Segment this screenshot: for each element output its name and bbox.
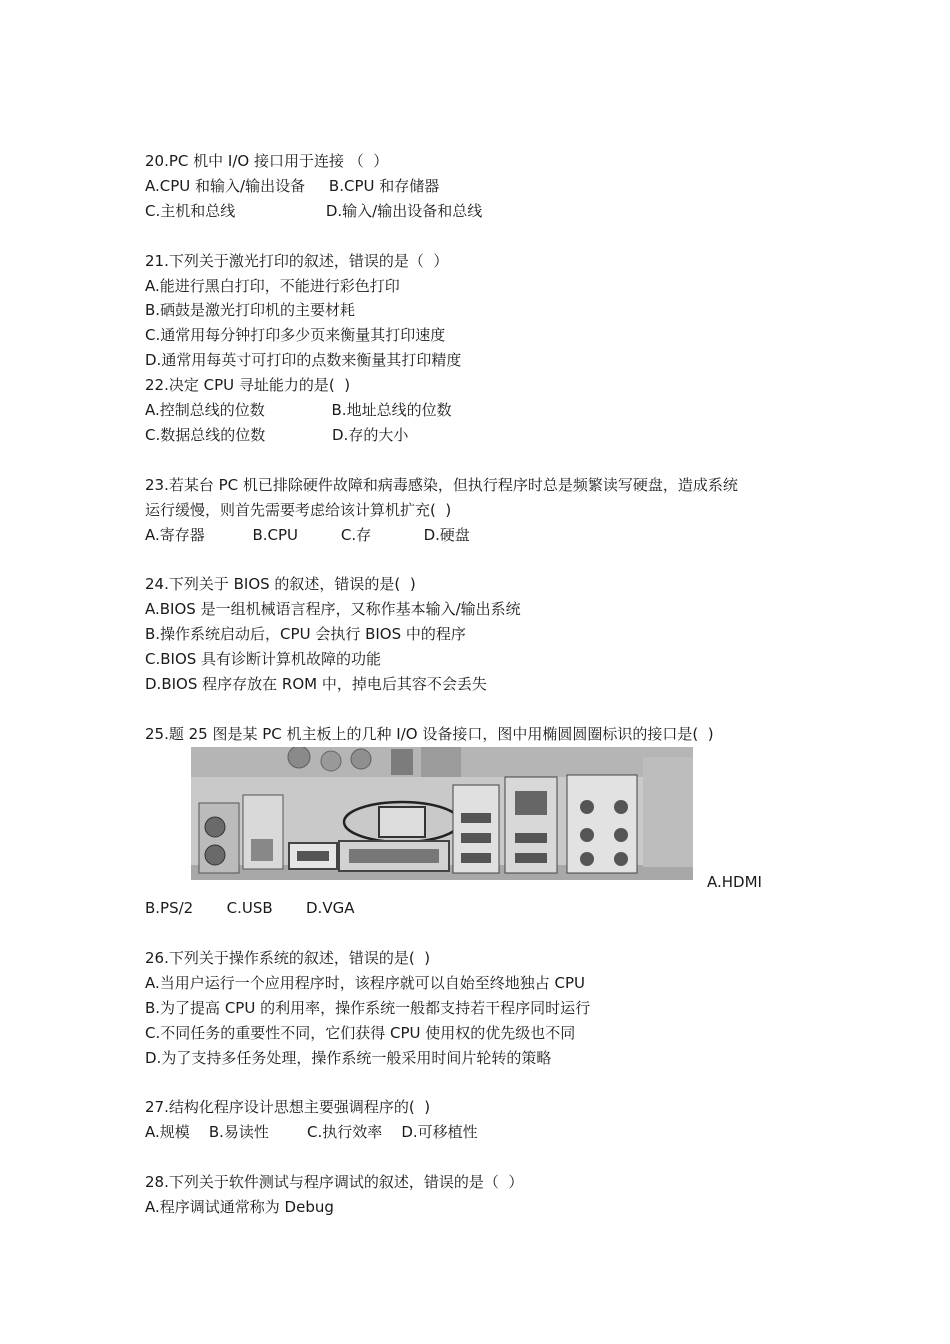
- q23-options: A.寄存器 B.CPU C.存 D.硬盘: [145, 526, 470, 544]
- q26-stem: 26.下列关于操作系统的叙述，错误的是( ): [145, 949, 431, 967]
- q24-stem: 24.下列关于 BIOS 的叙述，错误的是( ): [145, 575, 416, 593]
- q23-stem-line2: 运行缓慢，则首先需要考虑给该计算机扩充( ): [145, 501, 452, 519]
- q21-stem: 21.下列关于激光打印的叙述，错误的是（ ）: [145, 252, 449, 270]
- q26-option-d: D.为了支持多任务处理，操作系统一般采用时间片轮转的策略: [145, 1049, 552, 1067]
- q20-options-row1: A.CPU 和输入/输出设备 B.CPU 和存储器: [145, 177, 440, 195]
- q28-stem: 28.下列关于软件测试与程序调试的叙述，错误的是（ ）: [145, 1173, 524, 1191]
- q24-option-c: C.BIOS 具有诊断计算机故障的功能: [145, 650, 382, 668]
- q21-option-c: C.通常用每分钟打印多少页来衡量其打印速度: [145, 326, 446, 344]
- q24-option-b: B.操作系统启动后，CPU 会执行 BIOS 中的程序: [145, 625, 466, 643]
- q21-option-a: A.能进行黑白打印，不能进行彩色打印: [145, 277, 400, 295]
- q21-option-d: D.通常用每英寸可打印的点数来衡量其打印精度: [145, 351, 462, 369]
- q28-option-a: A.程序调试通常称为 Debug: [145, 1198, 334, 1216]
- q22-options-row1: A.控制总线的位数 B.地址总线的位数: [145, 401, 452, 419]
- motherboard-io-ports-photo: [191, 747, 693, 880]
- q25-options: B.PS/2 C.USB D.VGA: [145, 899, 355, 917]
- q26-option-a: A.当用户运行一个应用程序时，该程序就可以自始至终地独占 CPU: [145, 974, 586, 992]
- q27-stem: 27.结构化程序设计思想主要强调程序的( ): [145, 1098, 431, 1116]
- q24-option-a: A.BIOS 是一组机械语言程序，又称作基本输入/输出系统: [145, 600, 521, 618]
- q22-stem: 22.决定 CPU 寻址能力的是( ): [145, 376, 351, 394]
- q25-stem: 25.题 25 图是某 PC 机主板上的几种 I/O 设备接口，图中用椭圆圆圈标识的接口是( ): [145, 725, 714, 743]
- q22-options-row2: C.数据总线的位数 D.存的大小: [145, 426, 409, 444]
- q20-options-row2: C.主机和总线 D.输入/输出设备和总线: [145, 202, 483, 220]
- q21-option-b: B.硒鼓是激光打印机的主要材耗: [145, 301, 356, 319]
- q26-option-c: C.不同任务的重要性不同，它们获得 CPU 使用权的优先级也不同: [145, 1024, 576, 1042]
- q24-option-d: D.BIOS 程序存放在 ROM 中，掉电后其容不会丢失: [145, 675, 487, 693]
- q25-option-a: A.HDMI: [707, 873, 762, 891]
- q27-options: A.规模 B.易读性 C.执行效率 D.可移植性: [145, 1123, 478, 1141]
- q26-option-b: B.为了提高 CPU 的利用率，操作系统一般都支持若干程序同时运行: [145, 999, 591, 1017]
- q23-stem-line1: 23.若某台 PC 机已排除硬件故障和病毒感染，但执行程序时总是频繁读写硬盘，造成系统: [145, 476, 738, 494]
- q20-stem: 20.PC 机中 I/O 接口用于连接 （ ）: [145, 152, 389, 170]
